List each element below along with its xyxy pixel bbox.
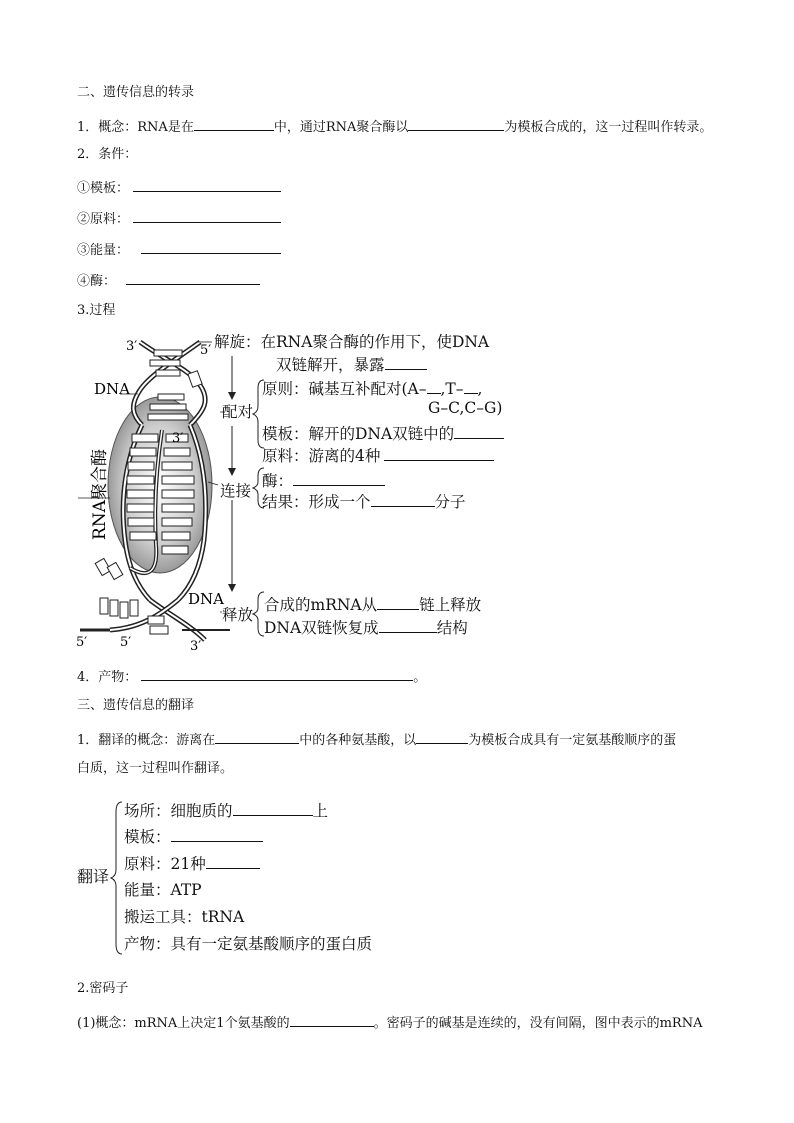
translation-template — [124, 826, 263, 847]
condition-enzyme — [77, 271, 260, 290]
label-5prime-top: 5′ — [200, 343, 212, 358]
release-text: 链上释放 — [419, 596, 482, 614]
transcription-concept — [77, 117, 712, 136]
link-enzyme-text: 酶： — [262, 472, 294, 490]
transcription-product — [77, 667, 426, 686]
step-unwind: 解旋 — [214, 333, 246, 351]
blank-condition-template[interactable] — [133, 178, 281, 192]
blank-codon[interactable] — [290, 1013, 374, 1027]
blank-site[interactable] — [233, 800, 313, 816]
step-release: 释放 — [222, 606, 254, 624]
release-line-2 — [264, 617, 468, 638]
label-rna-polymerase: RNA聚合酶 — [90, 449, 110, 540]
blank-restored-structure[interactable] — [379, 617, 437, 633]
translation-concept-1 — [77, 730, 676, 749]
link-enzyme — [262, 470, 385, 491]
blank-molecule[interactable] — [371, 491, 435, 507]
condition-raw — [77, 209, 281, 228]
pair-principle-text: 原则：碱基互补配对(A– — [262, 380, 427, 398]
pair-template-text: 模板：解开的DNA双链中的 — [262, 425, 455, 443]
conditions-title: 2．条件： — [77, 147, 138, 162]
concept-text-3: 为模板合成的，这一过程叫作转录。 — [504, 120, 713, 135]
translation-raw — [124, 853, 260, 874]
condition-label: ③能量： — [77, 243, 130, 258]
label-5prime-bottom-left: 5′ — [76, 635, 88, 650]
translation-label: 翻译 — [77, 867, 110, 886]
translation-concept-2: 白质，这一过程叫作翻译。 — [77, 761, 234, 776]
label-3prime-top: 3′ — [126, 339, 138, 354]
unwind-line-2 — [276, 354, 427, 375]
translation-site-text: 上 — [312, 802, 329, 820]
mrna-tail — [95, 558, 123, 579]
codon-concept-text: (1)概念：mRNA上决定1个氨基酸的 — [77, 1016, 290, 1031]
translation-carrier: 搬运工具：tRNA — [124, 908, 245, 926]
translation-concept-text: 为模板合成具有一定氨基酸顺序的蛋 — [468, 733, 677, 748]
blank-release-strand[interactable] — [377, 594, 419, 610]
unwind-text-2: 双链解开，暴露 — [276, 356, 385, 374]
release-line-1 — [264, 594, 481, 615]
step-unwind-row — [214, 332, 489, 352]
unwind-text-1: ：在RNA聚合酶的作用下，使DNA — [245, 333, 490, 351]
blank-template[interactable] — [408, 117, 504, 131]
condition-label: ②原料： — [77, 212, 130, 227]
release-text: 合成的mRNA从 — [264, 596, 378, 614]
translation-product: 产物：具有一定氨基酸顺序的蛋白质 — [124, 935, 373, 953]
step-link: 连接 — [220, 482, 252, 500]
label-5prime-bottom-mid: 5′ — [120, 635, 132, 650]
condition-label: ①模板： — [77, 181, 130, 196]
label-3prime-bottom-right: 3′ — [190, 639, 202, 654]
blank-location[interactable] — [194, 117, 274, 131]
label-dna-bottom: DNA — [188, 590, 224, 608]
translation-site-text: 场所：细胞质的 — [124, 802, 233, 820]
blank-exposed[interactable] — [385, 354, 427, 370]
translation-template-text: 模板： — [124, 828, 171, 846]
translation-concept-text: 中的各种氨基酸，以 — [299, 733, 417, 748]
link-result-text: 分子 — [434, 493, 466, 511]
section2-title: 二、遗传信息的转录 — [77, 85, 195, 100]
concept-text-2: 中，通过RNA聚合酶以 — [273, 120, 409, 135]
pair-template — [262, 423, 504, 444]
translation-site — [124, 800, 328, 821]
codon-concept-text: 。密码子的碱基是连续的，没有间隔，图中表示的mRNA — [373, 1016, 703, 1031]
product-end: 。 — [413, 670, 427, 685]
process-title: 3.过程 — [77, 303, 116, 318]
blank-translation-template[interactable] — [416, 730, 468, 744]
link-result-text: 结果：形成一个 — [262, 493, 371, 511]
product-label: 4．产物： — [77, 670, 138, 685]
codon-title: 2.密码子 — [77, 981, 129, 996]
step-pair: 配对 — [222, 403, 254, 421]
blank-condition-enzyme[interactable] — [126, 271, 260, 285]
blank-condition-energy[interactable] — [141, 240, 281, 254]
pair-principle-text: ,T– — [440, 380, 464, 398]
release-text: 结构 — [436, 619, 468, 637]
pair-raw — [262, 445, 494, 466]
release-text: DNA双链恢复成 — [264, 619, 379, 637]
translation-concept-text: 1．翻译的概念：游离在 — [77, 733, 216, 748]
label-3prime-mid: 3′ — [172, 431, 184, 446]
translation-raw-text: 原料：21种 — [124, 855, 206, 873]
blank-template-strand[interactable] — [454, 423, 504, 439]
blank-product[interactable] — [141, 667, 413, 681]
translation-energy: 能量：ATP — [124, 881, 202, 899]
pair-principle — [262, 378, 482, 399]
condition-label: ④酶： — [77, 274, 117, 289]
blank-condition-raw[interactable] — [133, 209, 281, 223]
blank-translation-location[interactable] — [215, 730, 299, 744]
label-dna-top: DNA — [94, 380, 130, 398]
pair-raw-text: 原料：游离的4种 — [262, 447, 381, 465]
blank-translation-raw[interactable] — [206, 853, 260, 869]
condition-energy — [77, 240, 281, 259]
pair-principle-gc: G–C,C–G) — [428, 399, 503, 417]
link-result — [262, 491, 466, 512]
concept-text-1: 1．概念：RNA是在 — [77, 120, 194, 135]
blank-raw-material[interactable] — [384, 445, 494, 461]
translation-brace — [110, 800, 124, 956]
condition-template — [77, 178, 281, 197]
top-base-pairs — [148, 350, 202, 420]
codon-concept — [77, 1013, 702, 1032]
section3-title: 三、遗传信息的翻译 — [77, 698, 195, 713]
blank-link-enzyme[interactable] — [293, 470, 385, 486]
pair-principle-text: , — [477, 380, 483, 398]
blank-a-pair[interactable] — [427, 378, 441, 394]
blank-translation-template-2[interactable] — [171, 826, 263, 842]
blank-t-pair[interactable] — [464, 378, 478, 394]
